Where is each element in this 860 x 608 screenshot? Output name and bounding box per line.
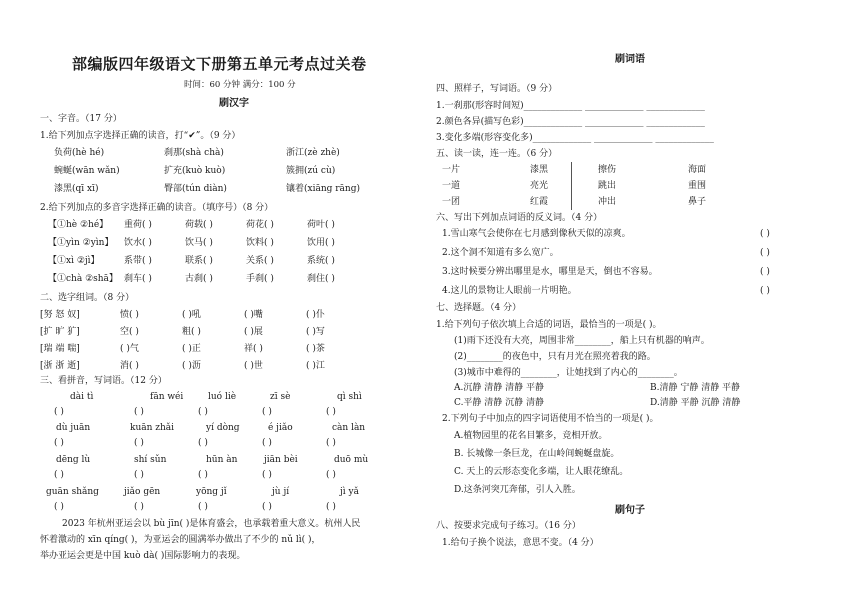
polyphone-cell[interactable]: 饮料( ) bbox=[246, 238, 274, 248]
pinyin-prompt: dài tì bbox=[70, 392, 94, 402]
q6-item: 4.这儿的景物让人眼前一片明艳。 bbox=[442, 286, 577, 296]
word-blank[interactable]: 愤( ) bbox=[120, 310, 139, 320]
match-left[interactable]: 一团 bbox=[442, 197, 461, 207]
answer-blank[interactable]: ( ) bbox=[54, 502, 64, 512]
polyphone-cell[interactable]: 重荷( ) bbox=[124, 220, 152, 230]
polyphone-cell[interactable]: 手刹( ) bbox=[246, 274, 274, 284]
q7-sentence: (1)雨下还没有大亮，周围非常________，船上只有机器的响声。 bbox=[454, 336, 710, 346]
section-title-sentences: 刷句子 bbox=[615, 505, 645, 516]
polyphone-cell[interactable]: 关系( ) bbox=[246, 256, 274, 266]
pinyin-prompt: dēng lù bbox=[56, 455, 91, 465]
page-title: 部编版四年级语文下册第五单元考点过关卷 bbox=[72, 55, 367, 73]
polyphone-cell[interactable]: 系带( ) bbox=[124, 256, 152, 266]
answer-blank[interactable]: ( ) bbox=[54, 470, 64, 480]
answer-blank[interactable]: ( ) bbox=[262, 438, 272, 448]
option-a[interactable]: A.沉静 清静 清静 平静 bbox=[454, 383, 544, 393]
polyphone-key: 【①chà ②shā】 bbox=[48, 274, 118, 284]
word-blank[interactable]: ( )气 bbox=[120, 344, 139, 354]
word-blank[interactable]: 消( ) bbox=[120, 361, 139, 371]
word-blank[interactable]: ( )展 bbox=[244, 327, 263, 337]
pinyin-prompt: fān wéi bbox=[150, 392, 184, 402]
word-blank[interactable]: ( )茶 bbox=[306, 344, 325, 354]
word-blank[interactable]: 祥( ) bbox=[244, 344, 263, 354]
polyphone-cell[interactable]: 饮用( ) bbox=[307, 238, 335, 248]
char-group: [浙 浙 逝] bbox=[40, 361, 80, 371]
pinyin-prompt: yí dòng bbox=[206, 423, 240, 433]
polyphone-key: 【①hè ②hé】 bbox=[48, 220, 109, 230]
polyphone-cell[interactable]: 饮马( ) bbox=[185, 238, 213, 248]
word-blank[interactable]: ( )嘴 bbox=[244, 310, 263, 320]
choice-d[interactable]: D.这条河突兀奔郁，引人入胜。 bbox=[454, 485, 581, 495]
q7-sentence: (3)城市中难得的________，让她找到了内心的________。 bbox=[454, 368, 683, 378]
polyphone-cell[interactable]: 荷叶( ) bbox=[307, 220, 335, 230]
word-blank[interactable]: ( )正 bbox=[182, 344, 201, 354]
q6-heading: 六、写出下列加点词语的反义词。（4 分） bbox=[436, 213, 603, 223]
match-right-a[interactable]: 擦伤 bbox=[598, 165, 617, 175]
pinyin-prompt: yōng jǐ bbox=[196, 487, 227, 497]
polyphone-key: 【①yìn ②yìn】 bbox=[48, 238, 114, 248]
q4-heading: 四、照样子，写词语。（9 分） bbox=[436, 84, 558, 94]
pinyin-prompt: jù jí bbox=[272, 487, 290, 497]
word-blank[interactable]: ( )仆 bbox=[306, 310, 325, 320]
answer-blank[interactable]: ( ) bbox=[198, 407, 208, 417]
pinyin-prompt: shí sǔn bbox=[134, 455, 167, 465]
option-b[interactable]: B.清静 宁静 清静 平静 bbox=[650, 383, 741, 393]
answer-blank[interactable]: ( ) bbox=[326, 438, 336, 448]
answer-blank[interactable]: ( ) bbox=[262, 407, 272, 417]
answer-blank[interactable]: ( ) bbox=[760, 267, 770, 277]
q1-heading: 一、字音。（17 分） bbox=[40, 114, 122, 124]
option-c[interactable]: C.平静 清静 沉静 清静 bbox=[454, 398, 545, 408]
match-left[interactable]: 一道 bbox=[442, 181, 461, 191]
char-group: [瑞 端 喘] bbox=[40, 344, 80, 354]
match-mid[interactable]: 亮光 bbox=[530, 181, 549, 191]
polyphone-cell[interactable]: 系统( ) bbox=[307, 256, 335, 266]
pinyin-cell[interactable]: 负荷(hè hé) bbox=[54, 148, 105, 158]
exam-meta: 时间：60 分钟 满分：100 分 bbox=[184, 80, 296, 90]
match-right-a[interactable]: 冲出 bbox=[598, 197, 617, 207]
answer-blank[interactable]: ( ) bbox=[326, 470, 336, 480]
passage-line: 举办亚运会更是中国 kuò dà( )国际影响力的表现。 bbox=[40, 551, 246, 561]
pinyin-prompt: é jiǎo bbox=[268, 423, 293, 433]
polyphone-key: 【①xì ②jì】 bbox=[48, 256, 100, 266]
match-mid[interactable]: 漆黑 bbox=[530, 165, 549, 175]
polyphone-cell[interactable]: 刹住( ) bbox=[307, 274, 335, 284]
pinyin-cell[interactable]: 漆黑(qī xī) bbox=[54, 184, 99, 194]
pinyin-prompt: jiǎo gēn bbox=[124, 487, 161, 497]
q5-heading: 五、读一读，连一连。（6 分） bbox=[436, 149, 558, 159]
polyphone-cell[interactable]: 刹车( ) bbox=[124, 274, 152, 284]
match-mid[interactable]: 红霞 bbox=[530, 197, 549, 207]
pinyin-cell[interactable]: 簇拥(zú cù) bbox=[286, 166, 336, 176]
pinyin-prompt: jì yǎ bbox=[340, 487, 359, 497]
answer-blank[interactable]: ( ) bbox=[262, 502, 272, 512]
answer-blank[interactable]: ( ) bbox=[198, 438, 208, 448]
word-blank[interactable]: 粗( ) bbox=[182, 327, 201, 337]
answer-blank[interactable]: ( ) bbox=[54, 407, 64, 417]
choice-a[interactable]: A.植物园里的花名目繁多，竞相开放。 bbox=[454, 431, 608, 441]
q7-sub1: 1.给下列句子依次填上合适的词语，最恰当的一项是( )。 bbox=[436, 320, 662, 330]
pinyin-prompt: jiān bèi bbox=[264, 455, 298, 465]
match-right-b[interactable]: 重围 bbox=[688, 181, 707, 191]
answer-blank[interactable]: ( ) bbox=[134, 438, 144, 448]
answer-blank[interactable]: ( ) bbox=[134, 470, 144, 480]
answer-blank[interactable]: ( ) bbox=[760, 229, 770, 239]
pinyin-prompt: dù juān bbox=[56, 423, 91, 433]
pinyin-cell[interactable]: 刹那(shà chà) bbox=[164, 148, 224, 158]
pinyin-cell[interactable]: 浙江(zè zhè) bbox=[286, 148, 340, 158]
answer-blank[interactable]: ( ) bbox=[54, 438, 64, 448]
answer-blank[interactable]: ( ) bbox=[326, 502, 336, 512]
answer-blank[interactable]: ( ) bbox=[134, 502, 144, 512]
q8-heading: 八、按要求完成句子练习。（16 分） bbox=[436, 521, 581, 531]
q6-item: 3.这时候要分辨出哪里是水，哪里是天，倒也不容易。 bbox=[442, 267, 658, 277]
q4-row[interactable]: 1.一刹那(形容时间短)_____________ _____________ _____________ bbox=[436, 101, 705, 111]
q3-heading: 三、看拼音，写词语。（12 分） bbox=[40, 376, 167, 386]
q7-heading: 七、选择题。（4 分） bbox=[436, 303, 522, 313]
polyphone-cell[interactable]: 饮水( ) bbox=[124, 238, 152, 248]
pinyin-prompt: hūn àn bbox=[206, 455, 238, 465]
pinyin-prompt: zī sè bbox=[270, 392, 291, 402]
answer-blank[interactable]: ( ) bbox=[760, 286, 770, 296]
q4-row[interactable]: 2.颜色各异(描写色彩)_____________ _____________ _____________ bbox=[436, 117, 705, 127]
pinyin-prompt: luó liè bbox=[208, 392, 237, 402]
q7-sub2: 2.下列句子中加点的四字词语使用不恰当的一项是( )。 bbox=[442, 414, 659, 424]
char-group: [扩 旷 犷] bbox=[40, 327, 80, 337]
pinyin-prompt: càn làn bbox=[332, 423, 366, 433]
section-title-words: 刷词语 bbox=[615, 54, 645, 65]
q1-sub1: 1.给下列加点字选择正确的读音，打“✔”。（9 分） bbox=[40, 131, 241, 141]
pinyin-prompt: qì shì bbox=[337, 392, 362, 402]
match-right-a[interactable]: 跳出 bbox=[598, 181, 617, 191]
answer-blank[interactable]: ( ) bbox=[134, 407, 144, 417]
q8-sub1: 1.给句子换个说法，意思不变。（4 分） bbox=[442, 538, 599, 548]
q6-item: 1.雪山寒气会使你在七月感到像秋天似的凉爽。 bbox=[442, 229, 631, 239]
pinyin-prompt: duō mù bbox=[334, 455, 369, 465]
pinyin-prompt: kuān zhǎi bbox=[130, 423, 175, 433]
polyphone-cell[interactable]: 荷花( ) bbox=[246, 220, 274, 230]
pinyin-cell[interactable]: 扩充(kuò kuò) bbox=[164, 166, 226, 176]
match-right-b[interactable]: 海面 bbox=[688, 165, 707, 175]
word-blank[interactable]: 空( ) bbox=[120, 327, 139, 337]
q1-sub2: 2.给下列加点的多音字选择正确的读音。（填序号）（8 分） bbox=[40, 203, 274, 213]
q7-sentence: (2)________的夜色中，只有月光在照亮着我的路。 bbox=[454, 352, 656, 362]
q6-item: 2.这个洞不知道有多么宽广。 bbox=[442, 248, 559, 258]
answer-blank[interactable]: ( ) bbox=[262, 470, 272, 480]
pinyin-prompt: guān shǎng bbox=[46, 487, 99, 497]
answer-blank[interactable]: ( ) bbox=[198, 470, 208, 480]
passage-line: 怀着激动的 xīn qíng( )，为亚运会的圆满举办做出了不少的 nǔ lì( )， bbox=[40, 535, 321, 545]
polyphone-cell[interactable]: 荷载( ) bbox=[185, 220, 213, 230]
word-blank[interactable]: ( )江 bbox=[306, 361, 325, 371]
match-divider bbox=[571, 162, 572, 210]
section-title-characters: 刷汉字 bbox=[219, 98, 249, 109]
answer-blank[interactable]: ( ) bbox=[198, 502, 208, 512]
match-left[interactable]: 一片 bbox=[442, 165, 461, 175]
answer-blank[interactable]: ( ) bbox=[326, 407, 336, 417]
passage-line: 2023 年杭州亚运会以 bù jīn( )是体育盛会，也承载着重大意义。杭州人民 bbox=[62, 519, 361, 529]
word-blank[interactable]: ( )世 bbox=[244, 361, 263, 371]
choice-b[interactable]: B. 长城像一条巨龙，在山岭间蜿蜒盘旋。 bbox=[454, 449, 620, 459]
q4-row[interactable]: 3.变化多端(形容变化多)_____________ _____________ _____________ bbox=[436, 133, 714, 143]
q2-heading: 二、选字组词。（8 分） bbox=[40, 293, 135, 303]
answer-blank[interactable]: ( ) bbox=[760, 248, 770, 258]
polyphone-cell[interactable]: 联系( ) bbox=[185, 256, 213, 266]
word-blank[interactable]: ( )吼 bbox=[182, 310, 201, 320]
pinyin-cell[interactable]: 蜿蜒(wān wǎn) bbox=[54, 166, 120, 176]
word-blank[interactable]: ( )沥 bbox=[182, 361, 201, 371]
char-group: [努 怒 奴] bbox=[40, 310, 80, 320]
pinyin-cell[interactable]: 镶着(xiāng rāng) bbox=[286, 184, 360, 194]
choice-c[interactable]: C. 天上的云形态变化多端，让人眼花缭乱。 bbox=[454, 467, 629, 477]
word-blank[interactable]: ( )写 bbox=[306, 327, 325, 337]
polyphone-cell[interactable]: 古刹( ) bbox=[185, 274, 213, 284]
option-d[interactable]: D.清静 平静 沉静 清静 bbox=[650, 398, 741, 408]
pinyin-cell[interactable]: 臀部(tún diàn) bbox=[164, 184, 227, 194]
match-right-b[interactable]: 鼻子 bbox=[688, 197, 707, 207]
